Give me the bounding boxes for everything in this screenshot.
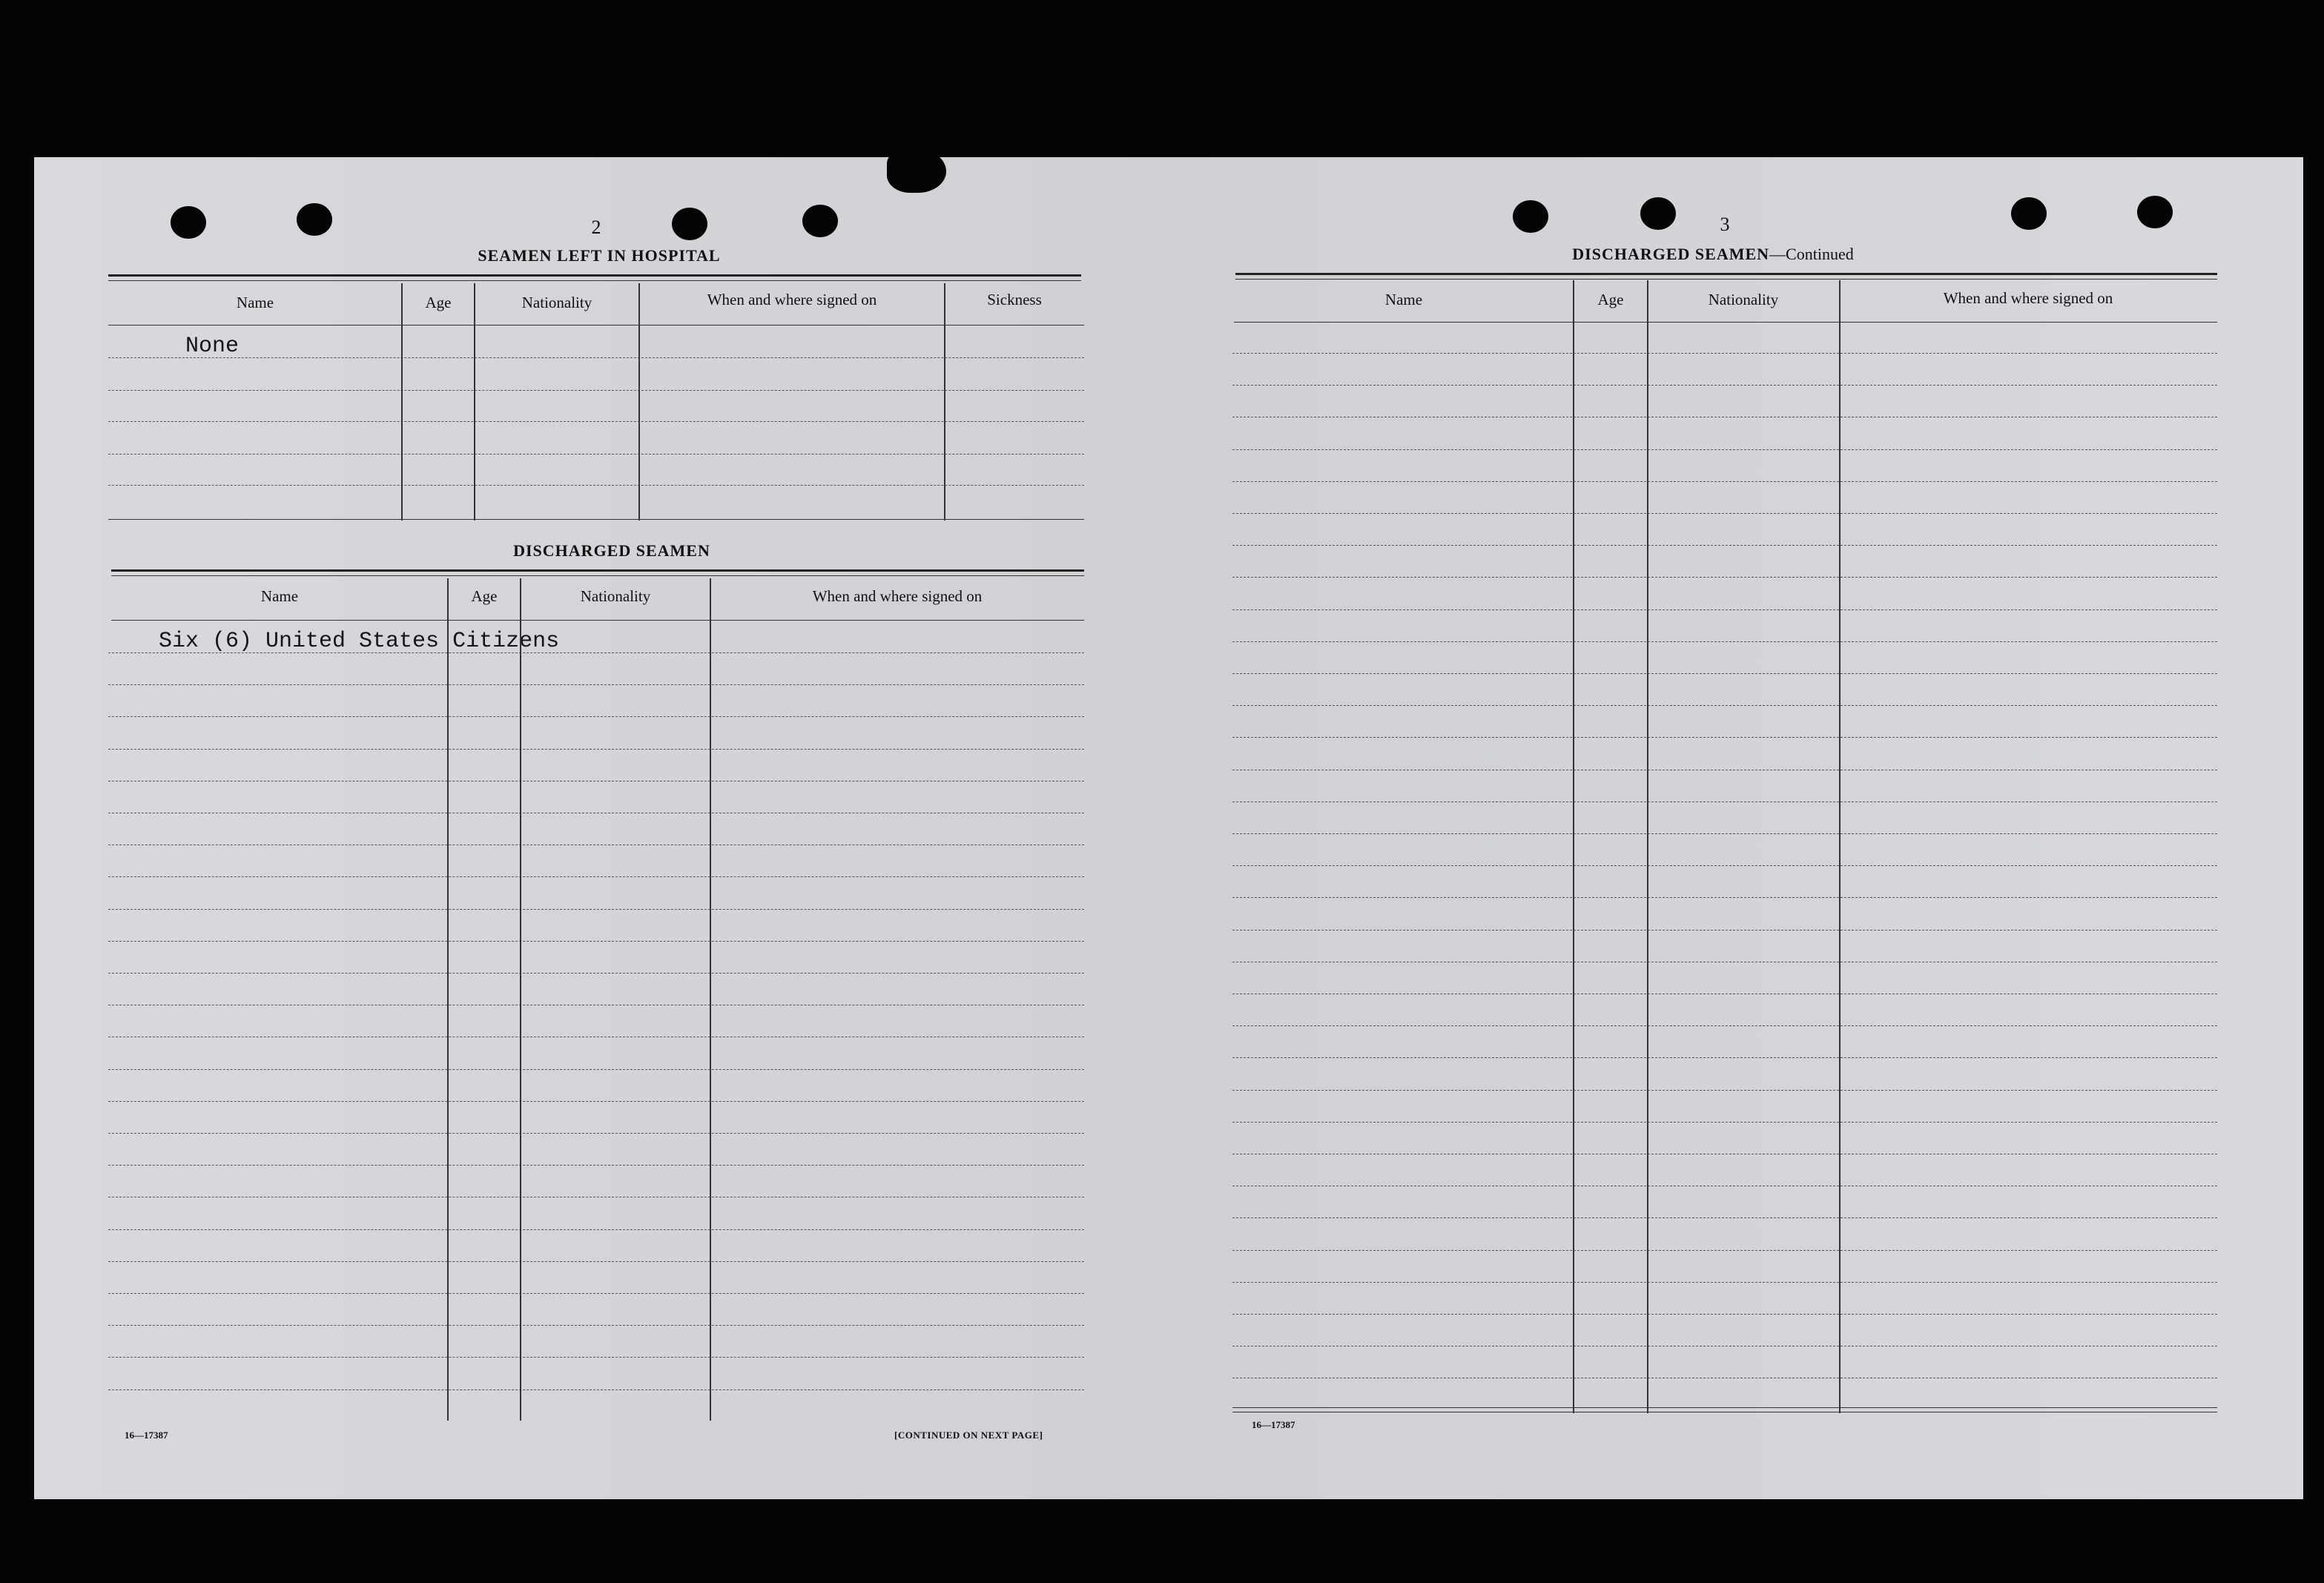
ruled-row-line: [108, 1325, 1084, 1326]
ruled-row-line: [1232, 673, 2217, 674]
ruled-row-line: [1232, 513, 2217, 514]
ruled-row-line: [1232, 1282, 2217, 1283]
ruled-row-line: [108, 1389, 1084, 1390]
ruled-row-line: [108, 876, 1084, 877]
hospital-header-name: Name: [236, 294, 274, 311]
discharged-top-rule: [111, 569, 1084, 572]
paper-tear: [887, 148, 946, 193]
hospital-header-nationality: Nationality: [521, 294, 592, 311]
ruled-row-line: [1232, 1314, 2217, 1315]
ruled-row-line: [108, 1133, 1084, 1134]
hospital-entry-none: None: [185, 334, 240, 359]
ruled-row-line: [108, 1101, 1084, 1102]
hospital-col-divider: [474, 283, 475, 520]
punch-hole: [1513, 200, 1548, 233]
ruled-row-line: [108, 1165, 1084, 1166]
ruled-row-line: [1232, 641, 2217, 642]
discharged-col-divider: [447, 578, 449, 1421]
left-page-number: 2: [591, 217, 601, 238]
ruled-row-line: [1232, 865, 2217, 866]
ruled-row-line: [1232, 1250, 2217, 1251]
ruled-row-line: [1232, 449, 2217, 450]
ruled-row-line: [108, 652, 1084, 653]
left-form-code: 16—17387: [125, 1430, 168, 1441]
hospital-row-line: [108, 390, 1084, 391]
discharged-header-age: Age: [471, 587, 498, 605]
right-header-age: Age: [1597, 291, 1624, 308]
ruled-row-line: [1232, 1122, 2217, 1123]
ruled-row-line: [1232, 930, 2217, 931]
ruled-row-line: [1232, 353, 2217, 354]
right-header-rule: [1234, 322, 2217, 323]
discharged-col-divider: [710, 578, 711, 1421]
ruled-row-line: [108, 749, 1084, 750]
hospital-row-line: [108, 485, 1084, 486]
ruled-row-line: [108, 1261, 1084, 1262]
ruled-row-line: [108, 1357, 1084, 1358]
hospital-bottom-rule: [108, 519, 1084, 520]
right-top-rule-2: [1235, 279, 2217, 280]
ruled-row-line: [1232, 1217, 2217, 1218]
hospital-section-title: SEAMEN LEFT IN HOSPITAL: [478, 246, 721, 265]
ruled-row-line: [108, 973, 1084, 974]
right-col-divider: [1573, 280, 1574, 1413]
ruled-row-line: [1232, 833, 2217, 834]
right-page-number: 3: [1720, 214, 1730, 235]
punch-hole: [297, 203, 332, 236]
right-section-title-text: DISCHARGED SEAMEN: [1572, 245, 1770, 263]
right-header-nationality: Nationality: [1708, 291, 1779, 308]
hospital-col-divider: [638, 283, 640, 520]
ruled-row-line: [1232, 1090, 2217, 1091]
hospital-header-sickness: Sickness: [987, 291, 1042, 308]
ruled-row-line: [108, 716, 1084, 717]
right-top-rule: [1235, 273, 2217, 275]
right-header-name: Name: [1384, 291, 1423, 308]
ruled-row-line: [1232, 1025, 2217, 1026]
discharged-top-rule-2: [111, 575, 1084, 576]
ruled-row-line: [108, 941, 1084, 942]
right-bottom-rule: [1232, 1407, 2217, 1408]
ruled-row-line: [108, 1069, 1084, 1070]
ruled-row-line: [1232, 385, 2217, 386]
hospital-col-divider: [944, 283, 945, 520]
discharged-section-title: DISCHARGED SEAMEN: [513, 541, 710, 560]
ruled-row-line: [1232, 897, 2217, 898]
ruled-row-line: [1232, 577, 2217, 578]
ruled-row-line: [108, 1293, 1084, 1294]
ruled-row-line: [1232, 545, 2217, 546]
right-section-title-suffix: —Continued: [1769, 245, 1854, 263]
hospital-header-age: Age: [425, 294, 452, 311]
hospital-col-divider: [401, 283, 403, 520]
punch-hole: [2011, 197, 2047, 230]
ruled-row-line: [1232, 609, 2217, 610]
discharged-header-rule: [111, 620, 1084, 621]
right-form-code: 16—17387: [1252, 1419, 1295, 1430]
continued-note: [CONTINUED ON NEXT PAGE]: [894, 1430, 1043, 1441]
hospital-top-rule-2: [108, 280, 1081, 281]
right-header-when-where: When and where signed on: [1943, 289, 2113, 307]
hospital-top-rule: [108, 274, 1081, 277]
hospital-row-line: [108, 421, 1084, 422]
right-col-divider: [1839, 280, 1841, 1413]
ruled-row-line: [1232, 1057, 2217, 1058]
ruled-row-line: [1232, 737, 2217, 738]
discharged-header-nationality: Nationality: [580, 587, 651, 605]
ruled-row-line: [1232, 705, 2217, 706]
hospital-row-line: [108, 357, 1084, 358]
discharged-entry: Six (6) United States Citizens: [159, 629, 560, 654]
ruled-row-line: [108, 684, 1084, 685]
discharged-header-name: Name: [260, 587, 299, 605]
ruled-row-line: [108, 909, 1084, 910]
discharged-col-divider: [520, 578, 521, 1421]
discharged-header-when-where: When and where signed on: [812, 587, 983, 605]
ruled-row-line: [108, 1229, 1084, 1230]
punch-hole: [802, 205, 838, 237]
punch-hole: [1640, 197, 1676, 230]
punch-hole: [672, 208, 707, 240]
hospital-row-line: [108, 454, 1084, 455]
right-section-title: [1483, 245, 1943, 264]
hospital-header-when-where: When and where signed on: [707, 291, 877, 308]
ruled-row-line: [1232, 481, 2217, 482]
right-col-divider: [1647, 280, 1648, 1413]
punch-hole: [2137, 196, 2173, 228]
punch-hole: [171, 206, 206, 239]
document-sheet: [34, 157, 2303, 1499]
